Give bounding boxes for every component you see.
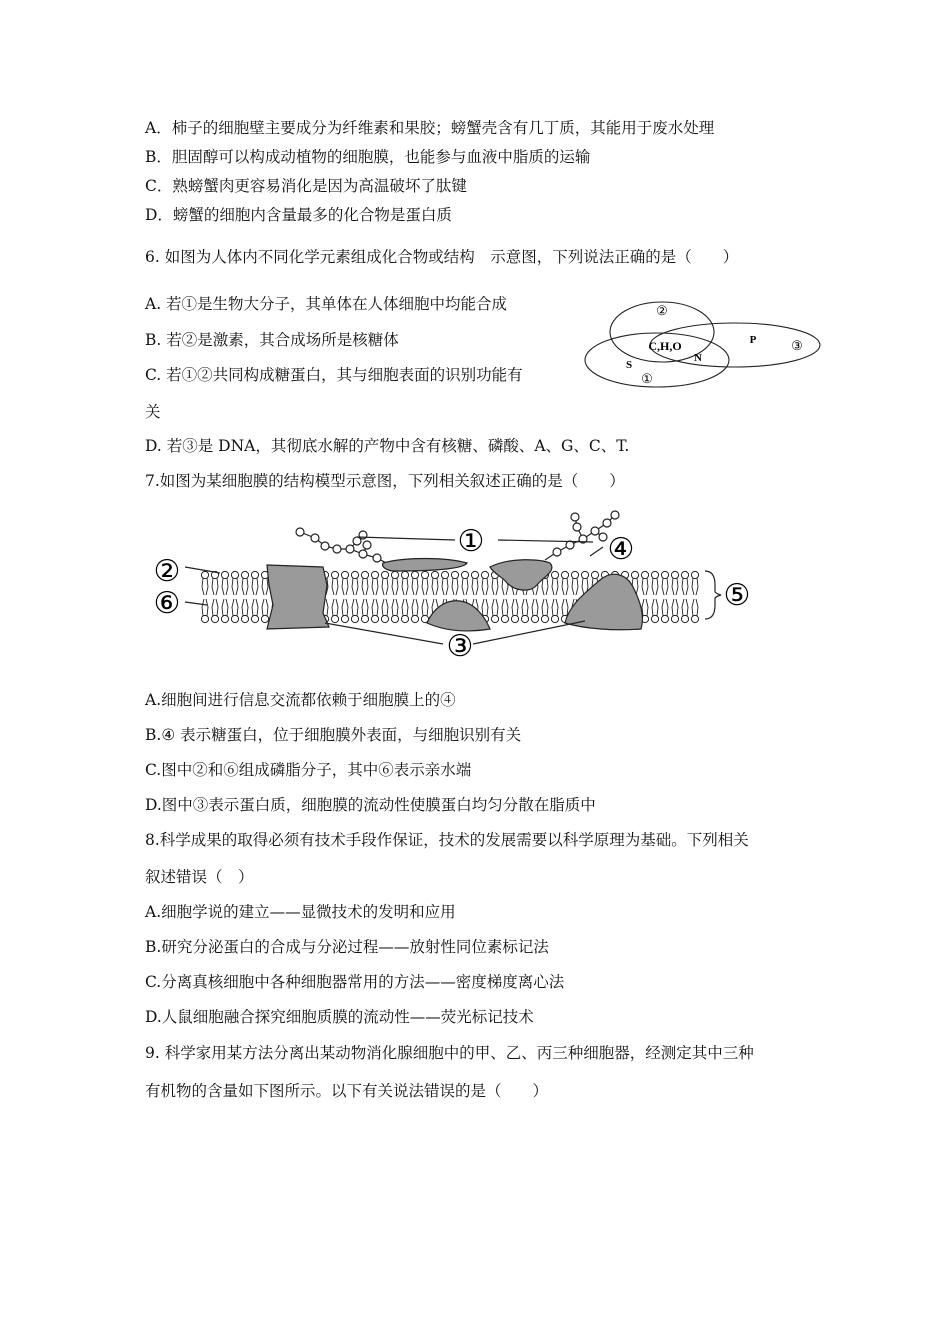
- phospholipid-tail: [472, 578, 478, 595]
- phospholipid-tail: [262, 578, 268, 595]
- phospholipid-tail: [402, 578, 408, 595]
- label-5: ⑤: [723, 579, 751, 612]
- sugar-chain-left: [296, 528, 390, 565]
- phospholipid-head: [341, 571, 348, 578]
- phospholipid-head: [491, 615, 498, 622]
- phospholipid-tail: [492, 599, 498, 616]
- phospholipid-head: [661, 571, 668, 578]
- q8-stem-line2: 叙述错误（ ）: [145, 868, 254, 886]
- element-venn-diagram: [575, 295, 830, 395]
- phospholipid-head: [651, 615, 658, 622]
- q6-stem: 6. 如图为人体内不同化学元素组成化合物或结构 示意图，下列说法正确的是（ ）: [145, 248, 739, 266]
- phospholipid-head: [451, 571, 458, 578]
- phospholipid-head: [531, 615, 538, 622]
- phospholipid-tail: [672, 599, 678, 616]
- q8-option-b: B.研究分泌蛋白的合成与分泌过程——放射性同位素标记法: [145, 938, 549, 956]
- label-2: ②: [153, 555, 181, 588]
- phospholipid-tail: [382, 578, 388, 595]
- phospholipid-tail: [682, 599, 688, 616]
- phospholipid-head: [441, 571, 448, 578]
- phospholipid-head: [401, 571, 408, 578]
- phospholipid-tail: [642, 578, 648, 595]
- phospholipid-head: [551, 571, 558, 578]
- q6-option-b: B. 若②是激素，其合成场所是核糖体: [145, 331, 399, 349]
- label-1: ①: [457, 525, 485, 558]
- phospholipid-tail: [412, 599, 418, 616]
- q7-option-c: C.图中②和⑥组成磷脂分子，其中⑥表示亲水端: [145, 761, 472, 779]
- label-circle-3: ③: [791, 338, 803, 353]
- phospholipid-head: [361, 571, 368, 578]
- phospholipid-head: [561, 571, 568, 578]
- phospholipid-head: [501, 615, 508, 622]
- phospholipid-tail: [332, 578, 338, 595]
- phospholipid-tail: [412, 578, 418, 595]
- q8-option-d: D.人鼠细胞融合探究细胞质膜的流动性——荧光标记技术: [145, 1008, 534, 1026]
- embedded-protein: [565, 574, 642, 630]
- phospholipid-head: [651, 571, 658, 578]
- phospholipid-tail: [242, 599, 248, 616]
- q8-option-a: A.细胞学说的建立——显微技术的发明和应用: [145, 903, 456, 921]
- phospholipid-head: [681, 571, 688, 578]
- phospholipid-head: [411, 615, 418, 622]
- q7-option-b: B.④ 表示糖蛋白，位于细胞膜外表面，与细胞识别有关: [145, 726, 522, 744]
- phospholipid-tail: [422, 599, 428, 616]
- q8-stem-line1: 8.科学成果的取得必须有技术手段作保证，技术的发展需要以科学原理为基础。下列相关: [145, 831, 749, 849]
- phospholipid-head: [471, 571, 478, 578]
- phospholipid-tail: [342, 599, 348, 616]
- phospholipid-tail: [502, 599, 508, 616]
- phospholipid-tail: [212, 599, 218, 616]
- phospholipid-tail: [642, 599, 648, 616]
- phospholipid-head: [431, 571, 438, 578]
- phospholipid-head: [681, 615, 688, 622]
- phospholipid-head: [211, 615, 218, 622]
- phospholipid-head: [341, 615, 348, 622]
- phospholipid-tail: [672, 578, 678, 595]
- peripheral-protein: [383, 559, 467, 572]
- glycoprotein: [490, 560, 552, 590]
- phospholipid-head: [521, 615, 528, 622]
- q7-stem: 7.如图为某细胞膜的结构模型示意图，下列相关叙述正确的是（ ）: [145, 472, 625, 490]
- phospholipid-head: [641, 571, 648, 578]
- phospholipid-tail: [212, 578, 218, 595]
- phospholipid-tail: [362, 599, 368, 616]
- phospholipid-tail: [512, 599, 518, 616]
- phospholipid-head: [201, 571, 208, 578]
- q7-option-d: D.图中③表示蛋白质，细胞膜的流动性使膜蛋白均匀分散在脂质中: [145, 796, 596, 814]
- phospholipid-tail: [662, 578, 668, 595]
- q6-option-c-line1: C. 若①②共同构成糖蛋白，其与细胞表面的识别功能有: [145, 366, 523, 384]
- label-circle-1: ①: [641, 371, 653, 386]
- phospholipid-head: [241, 615, 248, 622]
- phospholipid-tail: [542, 599, 548, 616]
- phospholipid-head: [391, 615, 398, 622]
- phospholipid-tail: [202, 578, 208, 595]
- phospholipid-head: [221, 571, 228, 578]
- q9-stem-line1: 9. 科学家用某方法分离出某动物消化腺细胞中的甲、乙、丙三种细胞器，经测定其中三种: [145, 1044, 754, 1062]
- q7-option-a: A.细胞间进行信息交流都依赖于细胞膜上的④: [145, 691, 456, 709]
- q6-option-d: D. 若③是 DNA，其彻底水解的产物中含有核糖、磷酸、A、G、C、T.: [145, 437, 630, 455]
- phospholipid-tail: [362, 578, 368, 595]
- phospholipid-head: [251, 615, 258, 622]
- q5-option-b: B．胆固醇可以构成动植物的细胞膜，也能参与血液中脂质的运输: [145, 148, 591, 166]
- phospholipid-tail: [402, 599, 408, 616]
- phospholipid-tail: [392, 599, 398, 616]
- phospholipid-tail: [262, 599, 268, 616]
- phospholipid-tail: [482, 599, 488, 616]
- phospholipid-tail: [652, 599, 658, 616]
- phospholipid-head: [251, 571, 258, 578]
- phospholipid-head: [371, 615, 378, 622]
- phospholipid-head: [671, 571, 678, 578]
- phospholipid-tail: [572, 578, 578, 595]
- phospholipid-tail: [682, 578, 688, 595]
- label-circle-2: ②: [656, 303, 668, 318]
- phospholipid-tail: [372, 578, 378, 595]
- phospholipid-head: [351, 571, 358, 578]
- phospholipid-head: [511, 615, 518, 622]
- phospholipid-tail: [382, 599, 388, 616]
- phospholipid-tail: [462, 578, 468, 595]
- phospholipid-tail: [222, 578, 228, 595]
- phospholipid-tail: [692, 578, 698, 595]
- q6-option-c-line2: 关: [145, 403, 161, 421]
- q5-option-a: A．柿子的细胞壁主要成分为纤维素和果胶；螃蟹壳含有几丁质，其能用于废水处理: [145, 119, 715, 137]
- phospholipid-tail: [392, 578, 398, 595]
- phospholipid-head: [551, 615, 558, 622]
- phospholipid-head: [381, 615, 388, 622]
- phospholipid-tail: [222, 599, 228, 616]
- phospholipid-tail: [532, 599, 538, 616]
- phospholipid-tail: [252, 578, 258, 595]
- phospholipid-tail: [352, 578, 358, 595]
- phospholipid-head: [331, 571, 338, 578]
- phospholipid-tail: [352, 599, 358, 616]
- phospholipid-tail: [232, 599, 238, 616]
- q9-stem-line2: 有机物的含量如下图所示。以下有关说法错误的是（ ）: [145, 1082, 549, 1100]
- phospholipid-tail: [332, 599, 338, 616]
- label-n: N: [694, 352, 702, 364]
- phospholipid-tail: [652, 578, 658, 595]
- phospholipid-tail: [542, 578, 548, 595]
- q5-option-d: D．螃蟹的细胞内含量最多的化合物是蛋白质: [145, 206, 452, 224]
- phospholipid-head: [401, 615, 408, 622]
- phospholipid-tail: [202, 599, 208, 616]
- label-4: ④: [607, 533, 635, 566]
- phospholipid-head: [411, 571, 418, 578]
- phospholipid-tail: [552, 578, 558, 595]
- phospholipid-tail: [562, 578, 568, 595]
- label-s: S: [625, 359, 633, 371]
- phospholipid-tail: [692, 599, 698, 616]
- phospholipid-tail: [482, 578, 488, 595]
- inner-protein: [427, 601, 490, 631]
- phospholipid-head: [671, 615, 678, 622]
- q5-option-c: C．熟螃蟹肉更容易消化是因为高温破坏了肽键: [145, 177, 467, 195]
- phospholipid-head: [331, 615, 338, 622]
- phospholipid-head: [221, 615, 228, 622]
- label-6: ⑥: [153, 587, 181, 620]
- phospholipid-head: [231, 615, 238, 622]
- phospholipid-tail: [232, 578, 238, 595]
- phospholipid-head: [541, 615, 548, 622]
- phospholipid-head: [691, 615, 698, 622]
- label-cho: C,H,O: [648, 339, 682, 353]
- phospholipid-tail: [522, 599, 528, 616]
- phospholipid-head: [351, 615, 358, 622]
- phospholipid-head: [571, 571, 578, 578]
- phospholipid-head: [201, 615, 208, 622]
- phospholipid-head: [361, 615, 368, 622]
- phospholipid-head: [381, 571, 388, 578]
- phospholipid-head: [481, 571, 488, 578]
- transmembrane-protein: [267, 565, 329, 629]
- phospholipid-head: [231, 571, 238, 578]
- phospholipid-head: [241, 571, 248, 578]
- cell-membrane-diagram: [145, 505, 765, 665]
- phospholipid-tail: [662, 599, 668, 616]
- phospholipid-tail: [432, 578, 438, 595]
- phospholipid-head: [461, 571, 468, 578]
- phospholipid-tail: [252, 599, 258, 616]
- phospholipid-head: [421, 571, 428, 578]
- label-3: ③: [446, 630, 474, 663]
- phospholipid-tail: [562, 599, 568, 616]
- phospholipid-head: [391, 571, 398, 578]
- phospholipid-head: [261, 615, 268, 622]
- q8-option-c: C.分离真核细胞中各种细胞器常用的方法——密度梯度离心法: [145, 973, 565, 991]
- phospholipid-head: [631, 571, 638, 578]
- phospholipid-tail: [342, 578, 348, 595]
- phospholipid-head: [371, 571, 378, 578]
- label-p: P: [749, 334, 757, 346]
- phospholipid-tail: [452, 578, 458, 595]
- phospholipid-head: [661, 615, 668, 622]
- phospholipid-tail: [442, 578, 448, 595]
- phospholipid-head: [581, 571, 588, 578]
- phospholipid-tail: [422, 578, 428, 595]
- phospholipid-tail: [552, 599, 558, 616]
- phospholipid-tail: [492, 578, 498, 595]
- phospholipid-head: [691, 571, 698, 578]
- phospholipid-tail: [372, 599, 378, 616]
- q6-option-a: A. 若①是生物大分子，其单体在人体细胞中均能合成: [145, 295, 508, 313]
- phospholipid-head: [591, 571, 598, 578]
- phospholipid-tail: [242, 578, 248, 595]
